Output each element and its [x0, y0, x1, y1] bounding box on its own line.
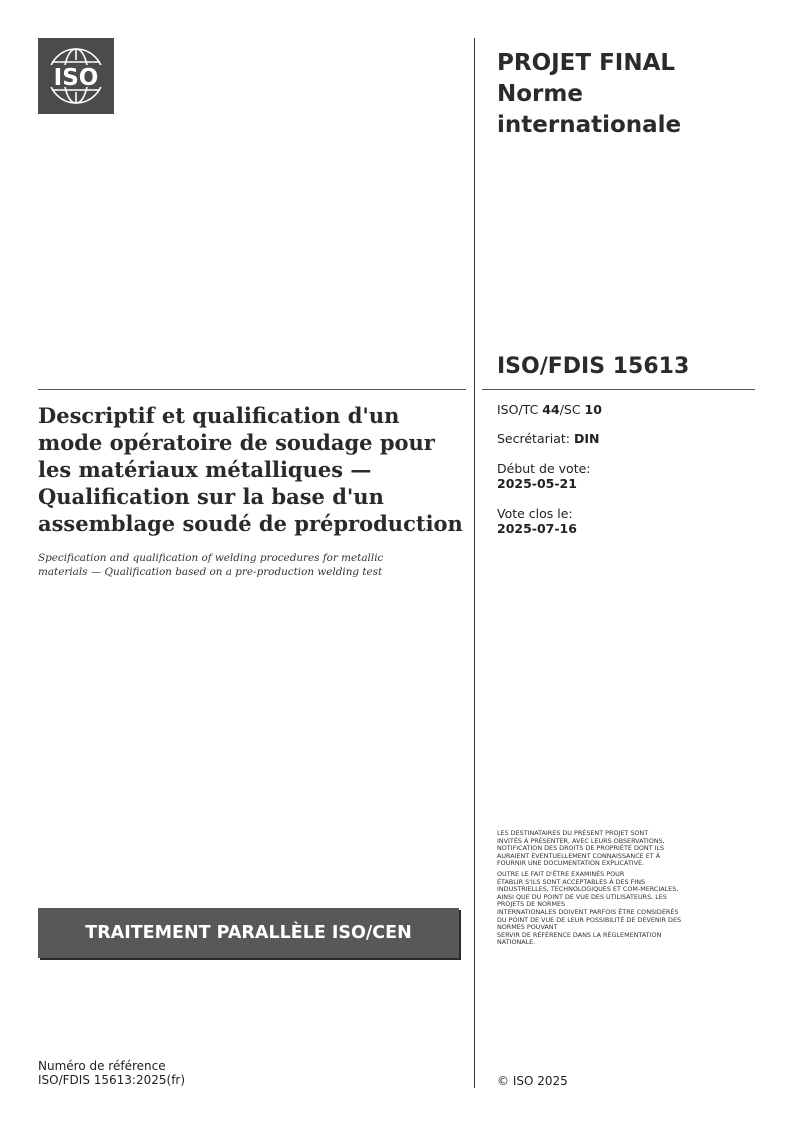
- parallel-processing-banner: TRAITEMENT PARALLÈLE ISO/CEN: [38, 908, 459, 958]
- committee-line: ISO/TC 44/SC 10: [497, 402, 602, 417]
- french-title-line: mode opératoire de soudage pour: [38, 430, 435, 455]
- french-title: [38, 402, 468, 537]
- reference-label: Numéro de référence: [38, 1059, 166, 1073]
- status-label: PROJET FINAL: [497, 50, 676, 76]
- french-title-line: Qualification sur la base d'un: [38, 484, 384, 509]
- vote-start-label: Début de vote:: [497, 461, 591, 476]
- secretariat-line: Secrétariat: DIN: [497, 431, 600, 446]
- recipients-notice: LES DESTINATAIRES DU PRÉSENT PROJET SONT INVITÉS À PRÉSENTER, AVEC LEURS OBSERVATIONS, NOTIFICATION DES DROITS DE PROPRIÉTÉ DONT ILS AURAIENT ÉVENTUELLEMENT CONNAISSANCE ET À FOURNIR UNE DOCUMENTATION EXPLICATIVE. OUTRE LE FAIT D'ÊTRE EXAMINÉS POUR ÉTABLIR S'ILS SONT ACCEPTABLES À DES FINS INDUSTRIELLES, TECHNOLOGIQUES ET COM-MERCIALES, AINSI QUE DU POINT DE VUE DES UTILISATEURS, LES PROJETS DE NORMES INTERNATIONALES DOIVENT PARFOIS ÊTRE CONSIDÉRÉS DU POINT DE VUE DE LEUR POSSIBILITÉ DE DEVENIR DES NORMES POUVANT SERVIR DE RÉFÉRENCE DANS LA RÉGLEMENTATION NATIONALE.: [497, 829, 682, 947]
- french-title-line: assemblage soudé de préproduction: [38, 511, 463, 536]
- vote-start: [497, 461, 591, 491]
- french-title-line: les matériaux métalliques —: [38, 457, 372, 482]
- reference-number: [38, 1059, 185, 1087]
- document-status-heading: [497, 48, 757, 141]
- iso-logo-text: ISO: [53, 65, 99, 91]
- reference-value: ISO/FDIS 15613:2025(fr): [38, 1073, 186, 1087]
- vote-end-date: 2025-07-16: [497, 521, 577, 536]
- english-title-line: Specification and qualification of welding procedures for metallic: [38, 552, 384, 564]
- english-title: [38, 551, 468, 579]
- vote-start-date: 2025-05-21: [497, 476, 577, 491]
- copyright-notice: © ISO 2025: [497, 1074, 568, 1088]
- doc-type-line-2: internationale: [497, 112, 682, 138]
- document-id: ISO/FDIS 15613: [497, 354, 690, 379]
- iso-globe-icon: [38, 38, 114, 114]
- french-title-line: Descriptif et qualification d'un: [38, 403, 400, 428]
- iso-logo: [38, 38, 114, 114]
- english-title-line: materials — Qualification based on a pre-production welding test: [38, 566, 383, 578]
- title-rule-left: [38, 389, 466, 390]
- vote-end: [497, 506, 577, 536]
- column-divider: [474, 38, 475, 1088]
- vote-end-label: Vote clos le:: [497, 506, 573, 521]
- doc-type-line-1: Norme: [497, 81, 583, 107]
- title-rule-right: [482, 389, 755, 390]
